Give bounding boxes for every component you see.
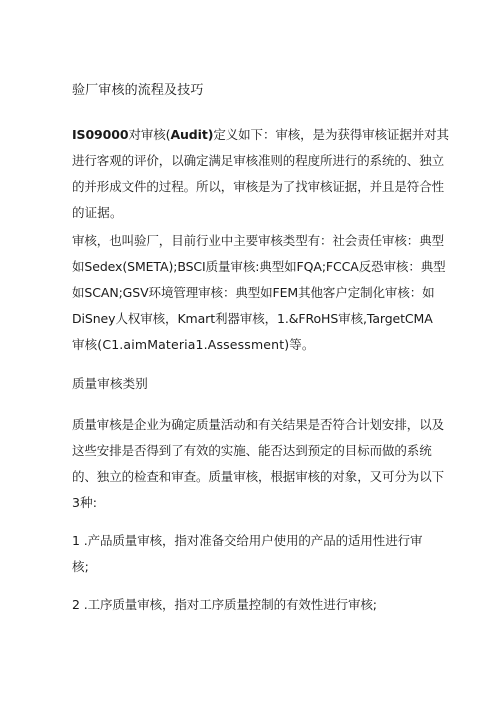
item-1-line-1: 1 .产品质量审核，指对准备交给用户使用的产品的适用性进行审 bbox=[72, 533, 423, 548]
definition-text-a: 对审核( bbox=[128, 127, 171, 142]
item-2-line-1: 2 .工序质量审核，指对工序质量控制的有效性进行审核; bbox=[72, 597, 377, 612]
quality-line-1: 质量审核是企业为确定质量活动和有关结果是否符合计划安排，以及 bbox=[72, 417, 445, 432]
quality-line-4: 3种: bbox=[72, 495, 98, 510]
types-line-4: DiSney人权审核，Kmart利器审核，1.&FRoHS审核,TargetCMA bbox=[72, 311, 433, 326]
quality-line-2: 这些安排是否得到了有效的实施、能否达到预定的目标而做的系统 bbox=[72, 443, 432, 458]
definition-line-1 bbox=[72, 127, 449, 143]
item-1-line-2: 核; bbox=[72, 559, 90, 574]
definition-text-b: 定义如下：审核，是为获得审核证据并对其 bbox=[213, 127, 449, 142]
types-line-1: 审核，也叫验厂，目前行业中主要审核类型有：社会责任审核：典型 bbox=[72, 233, 445, 248]
definition-line-2: 进行客观的评价，以确定满足审核准则的程度所进行的系统的、独立 bbox=[72, 153, 445, 168]
types-line-2: 如Sedex(SMETA);BSCI质量审核:典型如FQA;FCCA反恐审核：典型 bbox=[72, 259, 446, 274]
definition-line-3: 的并形成文件的过程。所以，审核是为了找审核证据，并且是符合性 bbox=[72, 179, 445, 194]
quality-line-3: 的、独立的检查和审查。质量审核，根据审核的对象，又可分为以下 bbox=[72, 469, 445, 484]
document-title: 验厂审核的流程及技巧 bbox=[72, 83, 204, 98]
definition-line-4: 的证据。 bbox=[72, 205, 123, 220]
types-line-5: 审核(C1.aimMateria1.Assessment)等。 bbox=[72, 337, 315, 352]
definition-standard-name: IS09000 bbox=[72, 127, 129, 142]
quality-heading: 质量审核类别 bbox=[72, 376, 148, 391]
types-line-3: 如SCAN;GSV环境管理审核：典型如FEM其他客户定制化审核：如 bbox=[72, 285, 435, 300]
definition-audit-term: Audit) bbox=[170, 127, 214, 142]
